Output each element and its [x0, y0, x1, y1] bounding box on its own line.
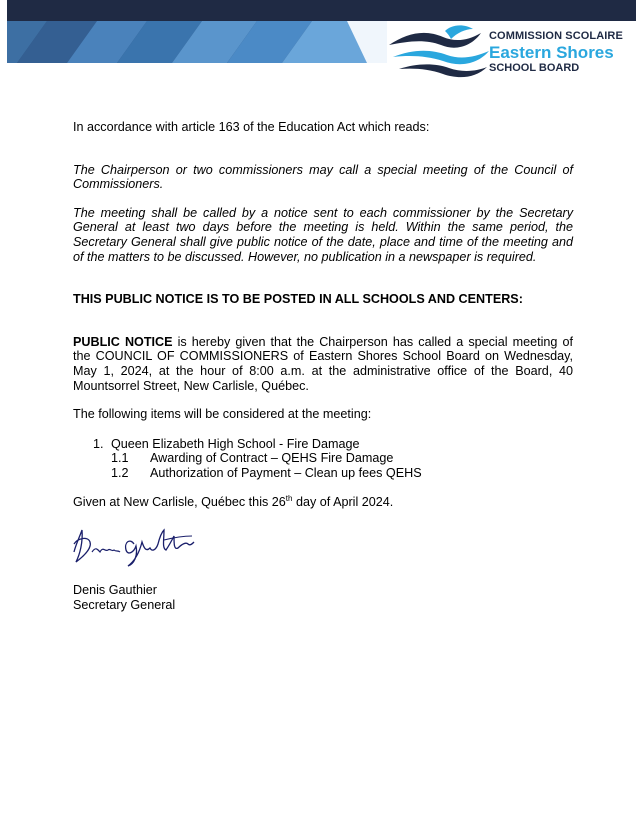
subitem-text: Awarding of Contract – QEHS Fire Damage [150, 451, 394, 466]
agenda-item [93, 437, 573, 452]
agenda-list [93, 437, 573, 481]
posting-instruction: THIS PUBLIC NOTICE IS TO BE POSTED IN ALL SCHOOLS AND CENTERS: [73, 292, 523, 307]
notice-paragraph [73, 335, 573, 393]
subitem-number: 1.1 [111, 451, 129, 466]
org-name [489, 31, 623, 74]
org-line-2: Eastern Shores [489, 43, 614, 62]
top-bar [7, 0, 636, 21]
item-text: Queen Elizabeth High School - Fire Damage [111, 436, 360, 451]
quote-paragraph-2: The meeting shall be called by a notice sent to each commissioner by the Secretary General at least two days before the meeting is held. Within the same period, the Secretary General shall give public notice of the date, place and time of the meeting and of the matters to be discussed. However, no publication in a newspaper is required. [73, 205, 573, 264]
items-intro: The following items will be considered at the meeting: [73, 407, 372, 422]
agenda-subitem [111, 466, 573, 481]
wave-logo-icon [385, 23, 493, 83]
handwritten-signature [70, 522, 200, 568]
decorative-stripes [7, 21, 387, 63]
notice-lead: PUBLIC NOTICE [73, 334, 173, 349]
letterhead-banner [7, 0, 636, 86]
quote-paragraph-1: The Chairperson or two commissioners may call a special meeting of the Council of Commissioners. [73, 162, 573, 192]
given-line: Given at New Carlisle, Québec this 26th day of April 2024. [73, 493, 394, 509]
signer-name: Denis Gauthier [73, 583, 157, 597]
signer-block [73, 583, 175, 612]
agenda-subitem [111, 451, 573, 466]
notice-body [73, 120, 573, 509]
subitem-number: 1.2 [111, 465, 129, 480]
subitem-text: Authorization of Payment – Clean up fees QEHS [150, 465, 422, 480]
notice-text: is hereby given that the Chairperson has called a special meeting of the COUNCIL OF COMMISSIONERS of Eastern Shores School Board on Wednesday, May 1, 2024, at the hour of 8:00 a.m. at the administrative office of the Board, 40 Mountsorrel Street, New Carlisle, Québec. [73, 334, 573, 393]
intro-paragraph: In accordance with article 163 of the Education Act which reads: [73, 120, 430, 134]
signer-title: Secretary General [73, 597, 176, 612]
org-line-1: COMMISSION SCOLAIRE [489, 30, 623, 42]
item-number: 1. [93, 436, 104, 451]
org-line-3: SCHOOL BOARD [489, 62, 580, 74]
